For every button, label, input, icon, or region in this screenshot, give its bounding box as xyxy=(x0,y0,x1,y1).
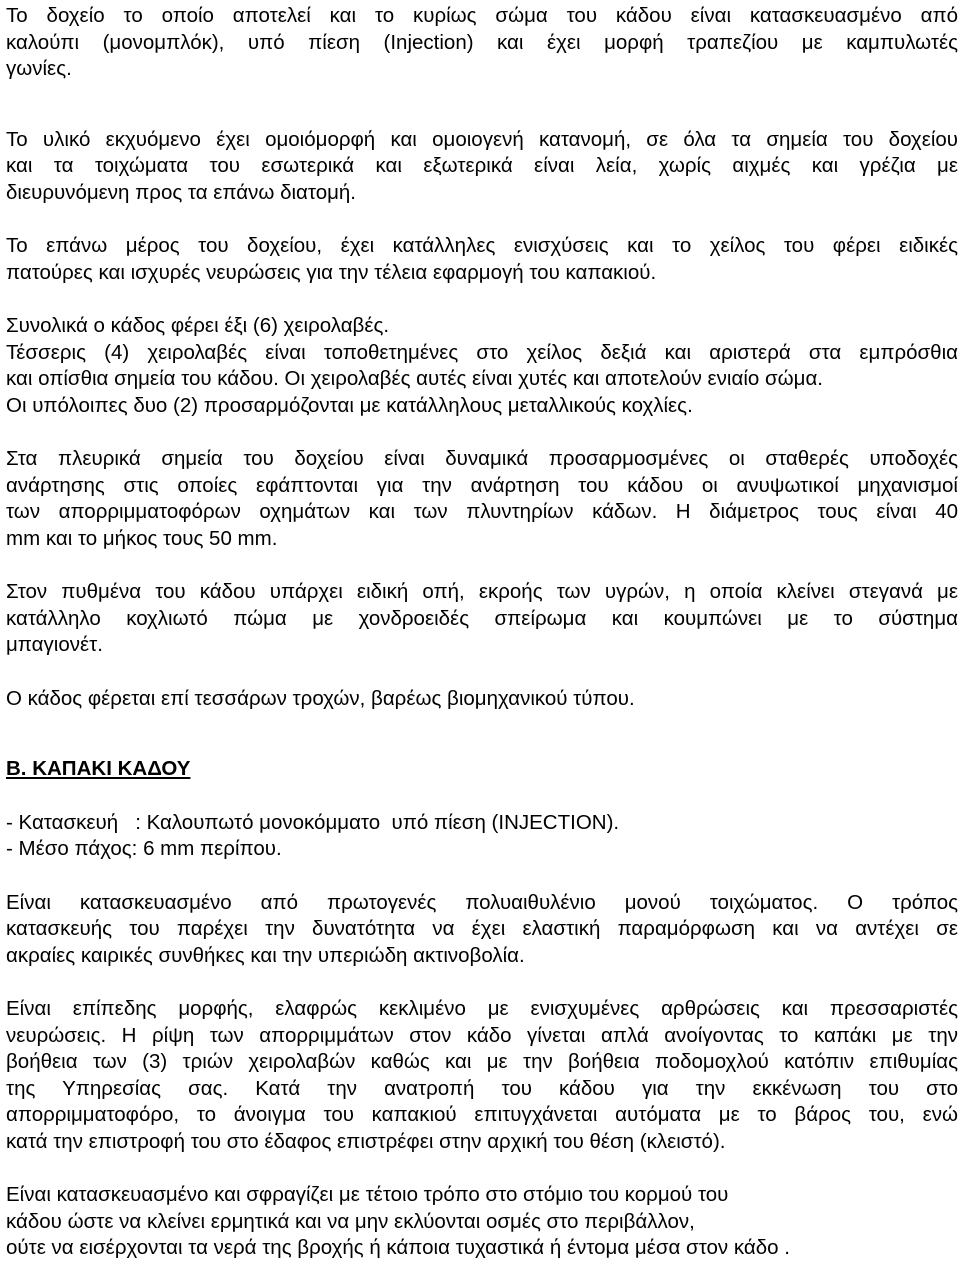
text-line: Είναι επίπεδης μορφής, ελαφρώς κεκλιμένο με ενισχυμένες αρθρώσεις και πρεσσαριστές xyxy=(6,997,958,1020)
text-line: Συνολικά ο κάδος φέρει έξι (6) χειρολαβές. xyxy=(6,314,390,337)
text-line: ούτε να εισέρχονται τα νερά της βροχής ή κάποια τυχαστικά ή έντομα μέσα στον κάδο . xyxy=(6,1236,790,1259)
paragraph-wheels xyxy=(6,686,958,713)
text-line: Στον πυθμένα του κάδου υπάρχει ειδική οπή, εκροής των υγρών, η οποία κλείνει στεγανά με xyxy=(6,580,958,603)
text-line: κάδου ώστε να κλείνει ερμητικά και να μην εκλύονται οσμές στο περιβάλλον, xyxy=(6,1209,695,1233)
paragraph-lid-operation xyxy=(6,996,958,1155)
text-line: Στα πλευρικά σημεία του δοχείου είναι δυναμικά προσαρμοσμένες οι σταθερές υποδοχές xyxy=(6,447,959,470)
text-line: νευρώσεις. Η ρίψη των απορριμμάτων στον κάδο γίνεται απλά ανοίγοντας το καπάκι με την xyxy=(6,1023,958,1047)
document-page xyxy=(6,0,958,1262)
text-line: και οπίσθια σημεία του κάδου. Οι χειρολαβές αυτές είναι χυτές και αποτελούν ενιαίο σώμα. xyxy=(6,367,823,390)
text-line: Είναι κατασκευασμένο και σφραγίζει με τέτοιο τρόπο στο στόμιο του κορμού του xyxy=(6,1183,729,1206)
spec-line: - Μέσο πάχος: 6 mm περίπου. xyxy=(6,837,282,860)
text-line: μπαγιονέτ. xyxy=(6,633,103,656)
text-line: Το υλικό εκχυόμενο έχει ομοιόμορφή και ομοιογενή κατανομή, σε όλα τα σημεία του δοχείου xyxy=(6,127,958,151)
text-line: βοήθεια των (3) τριών χειρολαβών καθώς και με την βοήθεια ποδομοχλού κατόπιν επιθυμίας xyxy=(6,1050,958,1073)
text-line: Οι υπόλοιπες δυο (2) προσαρμόζονται με κατάλληλους μεταλλικούς κοχλίες. xyxy=(6,393,693,417)
text-line: και τα τοιχώματα του εσωτερικά και εξωτερικά είναι λεία, χωρίς αιχμές και γρέζια με xyxy=(6,154,959,177)
text-line: mm και το μήκος τους 50 mm. xyxy=(6,526,278,550)
text-line: Είναι κατασκευασμένο από πρωτογενές πολυαιθυλένιο μονού τοιχώματος. Ο τρόπος xyxy=(6,890,958,914)
paragraph-handles xyxy=(6,313,958,419)
text-line: των απορριμματοφόρων οχημάτων και των πλυντηρίων κάδων. Η διάμετρος τους είναι 40 xyxy=(6,500,958,523)
text-line: απορριμματοφόρο, το άνοιγμα του καπακιού επιτυγχάνεται αυτόματα με το βάρος του, ενώ xyxy=(6,1103,958,1126)
text-line: Ο κάδος φέρεται επί τεσσάρων τροχών, βαρέως βιομηχανικού τύπου. xyxy=(6,686,635,710)
paragraph-lid-material xyxy=(6,890,958,970)
lid-spec-list xyxy=(6,810,958,863)
text-line: ακραίες καιρικές συνθήκες και την υπεριώδη ακτινοβολία. xyxy=(6,943,525,967)
text-line: κατά την επιστροφή του στο έδαφος επιστρέφει στην αρχική του θέση (κλειστό). xyxy=(6,1129,726,1153)
text-line: Τέσσερις (4) χειρολαβές είναι τοποθετημένες στο χείλος δεξιά και αριστερά στα εμπρόσθια xyxy=(6,340,958,364)
text-line: Το δοχείο το οποίο αποτελεί και το κυρίως σώμα του κάδου είναι κατασκευασμένο από xyxy=(6,4,958,27)
text-line: γωνίες. xyxy=(6,57,72,80)
text-line: καλούπι (μονομπλόκ), υπό πίεση (Injection) και έχει μορφή τραπεζίου με καμπυλωτές xyxy=(6,30,958,54)
section-heading-lid: Β. ΚΑΠΑΚΙ ΚΑΔΟΥ xyxy=(6,757,191,780)
spec-line: - Κατασκευή : Καλουπωτό μονοκόμματο υπό πίεση (INJECTION). xyxy=(6,810,620,834)
text-line: πατούρες και ισχυρές νευρώσεις για την τέλεια εφαρμογή του καπακιού. xyxy=(6,260,657,284)
text-line: κατάλληλο κοχλιωτό πώμα με χονδροειδές σπείρωμα και κουμπώνει με το σύστημα xyxy=(6,606,958,630)
text-line: της Υπηρεσίας σας. Κατά την ανατροπή του κάδου για την εκκένωση του στο xyxy=(6,1076,958,1100)
paragraph-top-rim xyxy=(6,233,958,286)
paragraph-lid-seal xyxy=(6,1182,958,1262)
paragraph-lifting-points xyxy=(6,446,958,552)
text-line: Το επάνω μέρος του δοχείου, έχει κατάλληλες ενισχύσεις και το χείλος του φέρει ειδικές xyxy=(6,234,958,257)
text-line: κατασκευής του παρέχει την δυνατότητα να έχει ελαστική παραμόρφωση και να αντέχει σε xyxy=(6,917,958,940)
paragraph-drain xyxy=(6,579,958,659)
text-line: ανάρτησης στις οποίες εφάπτονται για την ανάρτηση του κάδου οι ανυψωτικοί μηχανισμοί xyxy=(6,473,958,497)
text-line: διευρυνόμενη προς τα επάνω διατομή. xyxy=(6,180,357,204)
paragraph-container-body xyxy=(6,3,958,83)
paragraph-material xyxy=(6,127,958,207)
